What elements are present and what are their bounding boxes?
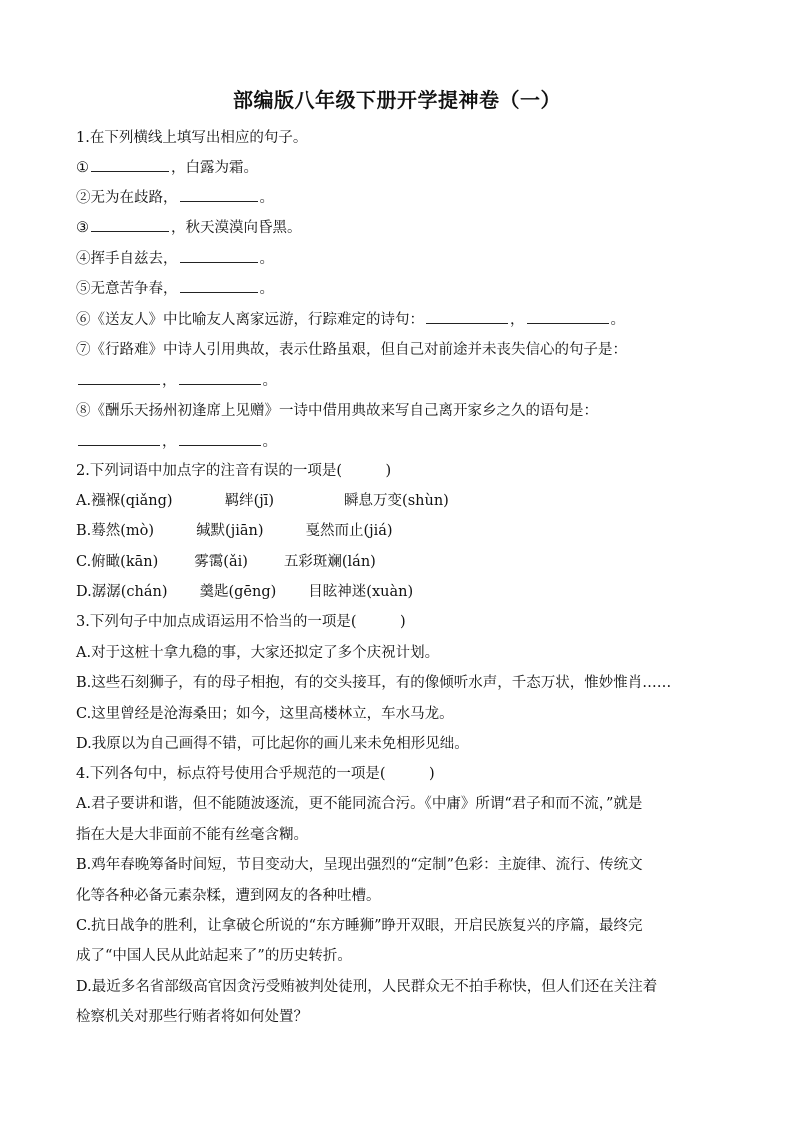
answer-blank[interactable] [179,372,261,385]
q3-stem: 3.下列句子中加点成语运用不恰当的一项是( ) [76,614,406,630]
q1-item-5: ⑤无意苦争春， 。 [76,281,274,297]
answer-blank[interactable] [91,219,169,232]
q4-option-b[interactable]: B.鸡年春晚筹备时间短，节目变动大，呈现出强烈的“定制”色彩：主旋律、流行、传统文 [76,857,643,873]
q2-stem: 2.下列词语中加点字的注音有误的一项是( ) [76,463,392,479]
q2-option-a[interactable]: A.襁褓(qiǎng) 羁绊(jī) 瞬息万变(shùn) [76,493,449,509]
q1-item-6: ⑥《送友人》中比喻友人离家远游，行踪难定的诗句： ， 。 [76,312,625,328]
q1-item-7-answer: ， 。 [76,371,726,391]
answer-blank[interactable] [78,433,160,446]
q4-option-d-cont: 检察机关对那些行贿者将如何处置？ [76,1009,308,1025]
q3-option-a[interactable]: A.对于这桩十拿九稳的事，大家还拟定了多个庆祝计划。 [76,645,440,661]
answer-blank[interactable] [527,311,609,324]
q1-item-1: ① ，白露为霜。 [76,160,258,176]
q1-item-4: ④挥手自兹去， 。 [76,251,274,267]
answer-blank[interactable] [180,280,258,293]
q4-stem: 4.下列各句中，标点符号使用合乎规范的一项是( ) [76,766,435,782]
page-title: 部编版八年级下册开学提神卷（一） [233,88,561,112]
q4-option-a-cont: 指在大是大非面前不能有丝毫含糊。 [76,827,308,843]
answer-blank[interactable] [91,159,169,172]
answer-blank[interactable] [426,311,508,324]
q2-option-d[interactable]: D.潺潺(chán) 羹匙(gēng) 目眩神迷(xuàn) [76,584,414,600]
q3-option-d[interactable]: D.我原以为自己画得不错，可比起你的画儿来未免相形见绌。 [76,736,469,752]
q2-option-c[interactable]: C.俯瞰(kān) 雾霭(ǎi) 五彩斑斓(lán) [76,554,376,570]
q4-option-a[interactable]: A.君子要讲和谐，但不能随波逐流，更不能同流合污。《中庸》所谓“君子和而不流，”就是 [76,796,643,812]
q4-option-c[interactable]: C.抗日战争的胜利，让拿破仑所说的“东方睡狮”睁开双眼，开启民族复兴的序篇，最终完 [76,918,643,934]
q1-item-7: ⑦《行路难》中诗人引用典故，表示仕路虽艰，但自己对前途并未丧失信心的句子是： [76,342,627,358]
q1-stem: 1.在下列横线上填写出相应的句子。 [76,130,308,146]
q4-option-c-cont: 成了“中国人民从此站起来了”的历史转折。 [76,948,352,964]
q1-item-8-answer: ， 。 [76,432,726,452]
answer-blank[interactable] [180,189,258,202]
q3-option-c[interactable]: C.这里曾经是沧海桑田；如今，这里高楼林立，车水马龙。 [76,706,454,722]
answer-blank[interactable] [78,372,160,385]
q1-item-8: ⑧《酬乐天扬州初逢席上见赠》一诗中借用典故来写自己离开家乡之久的语句是： [76,403,598,419]
q1-item-2: ②无为在歧路， 。 [76,190,274,206]
q1-item-3: ③ ，秋天漠漠向昏黑。 [76,220,302,236]
answer-blank[interactable] [179,433,261,446]
q3-option-b[interactable]: B.这些石刻狮子，有的母子相抱，有的交头接耳，有的像倾听水声，千态万状，惟妙惟肖…… [76,675,672,691]
answer-blank[interactable] [180,250,258,263]
q2-option-b[interactable]: B.蓦然(mò) 缄默(jiān) 戛然而止(jiá) [76,523,393,539]
q4-option-d[interactable]: D.最近多名省部级高官因贪污受贿被判处徒刑，人民群众无不拍手称快，但人们还在关注着 [76,979,658,995]
q4-option-b-cont: 化等各种必备元素杂糅，遭到网友的各种吐槽。 [76,888,381,904]
